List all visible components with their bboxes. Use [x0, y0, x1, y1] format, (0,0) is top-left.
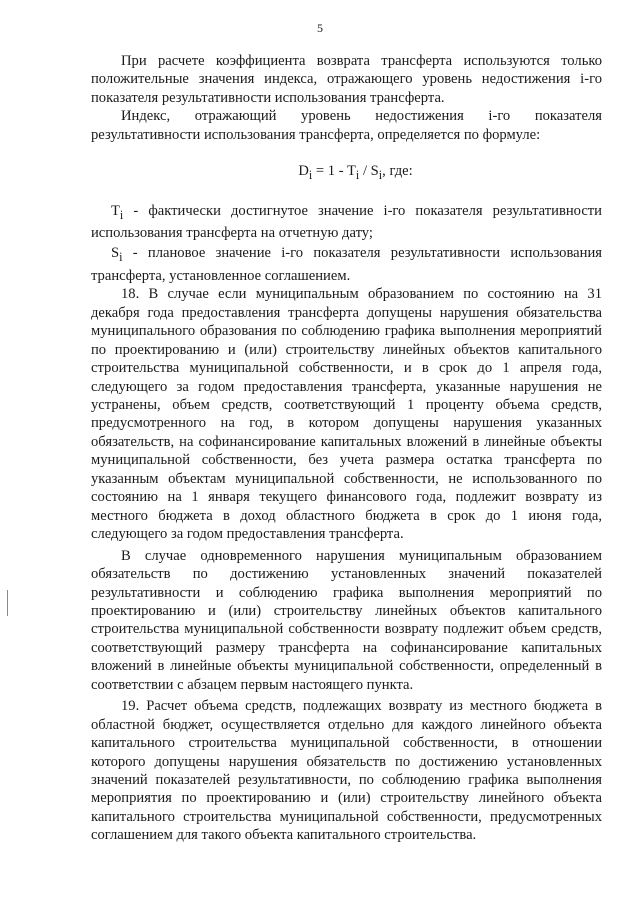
- definition-s-symbol: S: [111, 245, 120, 262]
- formula-t-subscript: i: [355, 168, 360, 183]
- paragraph-section-19: 19. Расчет объема средств, подлежащих возврату из местного бюджета в областной бюджет, осуществляется отдельно для каждого линейного объекта капитального строительства муниципальной собственности, в отношении которого допущены нарушения обязательств по достижению установленных значений показателей результативности, по соблюдению графика выполнения мероприятия по проектированию и (или) строительству линейного объекта капитального строительства муниципальной собственности, предусмотренных соглашением для такого объекта капитального строительства.: [91, 698, 602, 844]
- formula: [91, 162, 602, 184]
- formula-d-subscript: i: [308, 168, 313, 183]
- definition-t: [91, 202, 602, 243]
- definition-s-text: - плановое значение i-го показателя результативности использования трансферта, установленное соглашением.: [91, 245, 602, 284]
- paragraph-coefficient-usage: При расчете коэффициента возврата трансферта используются только положительные значения индекса, отражающего уровень недостижения i-го показателя результативности использования трансферта.: [91, 53, 602, 106]
- definition-t-symbol: T: [111, 202, 120, 219]
- definition-s: [91, 244, 602, 285]
- definition-t-text: - фактически достигнутое значение i-го показателя результативности использования трансферта на отчетную дату;: [91, 202, 602, 241]
- formula-mid: = 1 - T: [312, 163, 356, 180]
- paragraph-section-18: 18. В случае если муниципальным образованием по состоянию на 31 декабря года предоставления трансферта допущены нарушения обязательства муниципального образования по соблюдению графика выполнения мероприятий по проектированию и (или) строительству линейных объектов капитального строительства муниципальной собственности, и в срок до 1 апреля года, следующего за годом предоставления трансферта, указанные нарушения не устранены, объем средств, соответствующий 1 проценту объема средств, предусмотренного на год, в котором допущены нарушения указанных обязательств, на софинансирование капитальных вложений в линейные объекты муниципальной собственности, без учета размера остатка трансферта по указанным объектам муниципальной собственности, не использованного по состоянию на 1 января текущего финансового года, подлежит возврату из местного бюджета в доход областного бюджета в срок до 1 июня года, следующего за годом предоставления трансферта.: [91, 286, 602, 543]
- page-number: 5: [317, 21, 323, 35]
- formula-tail: , где:: [382, 163, 413, 180]
- paragraph-index-definition: Индекс, отражающий уровень недостижения i-го показателя результативности использования трансферта, определяется по формуле:: [91, 108, 602, 143]
- formula-d: D: [298, 163, 309, 180]
- definition-t-subscript: i: [119, 207, 124, 222]
- paragraph-section-18-second: В случае одновременного нарушения муниципальным образованием обязательств по достижению установленных значений показателей результативности и соблюдению графика выполнения мероприятий по проектированию и (или) строительству линейных объектов капитального строительства муниципальной собственности возврату подлежит объем средств, соответствующий размеру трансферта на софинансирование капитальных вложений в линейные объекты муниципальной собственности, определенный в соответствии с абзацем первым настоящего пункта.: [91, 547, 602, 693]
- margin-mark: [7, 590, 8, 616]
- formula-s-subscript: i: [378, 168, 383, 183]
- document-body: [91, 52, 602, 845]
- definition-s-subscript: i: [119, 250, 123, 265]
- formula-slash: / S: [359, 163, 379, 180]
